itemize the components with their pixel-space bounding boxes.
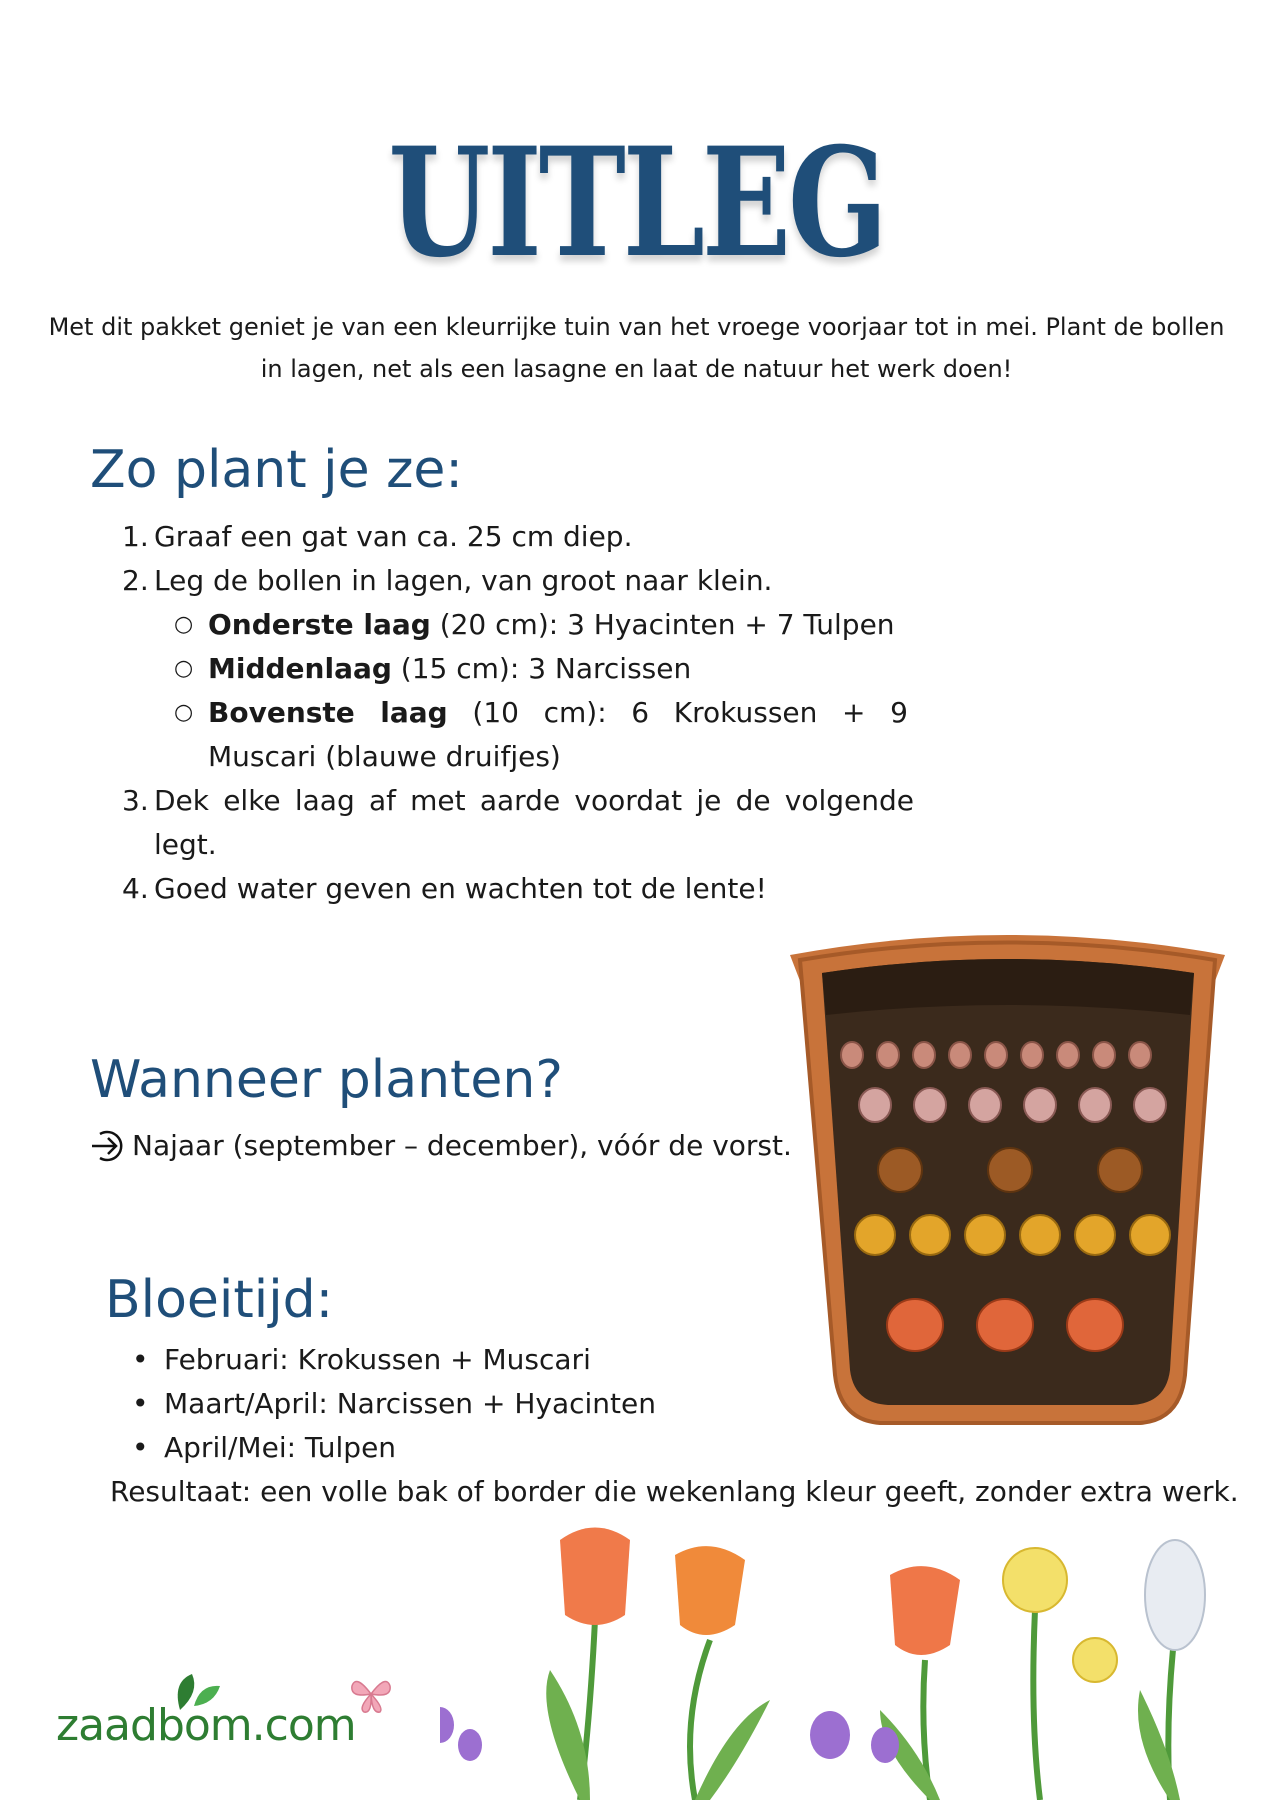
layer-middle xyxy=(122,647,912,691)
heading-when: Wanneer planten? xyxy=(90,1050,563,1110)
step-number: 1. xyxy=(122,520,149,553)
heading-plant: Zo plant je ze: xyxy=(90,440,463,500)
crocus-icon xyxy=(440,1707,899,1763)
planting-steps xyxy=(122,515,912,911)
bloom-list xyxy=(128,1338,656,1470)
step-text: Leg de bollen in lagen, van groot naar klein. xyxy=(154,564,773,597)
layer-name: Bovenste laag xyxy=(208,696,448,729)
page-title: UITLEG xyxy=(388,115,885,291)
step-text: Dek elke laag af met aarde voordat je de volgende legt. xyxy=(154,784,914,861)
intro-line-1: Met dit pakket geniet je van een kleurrijke tuin van het vroege voorjaar tot in mei. Plant de bollen xyxy=(48,313,1225,341)
circle-bullet-icon: ○ xyxy=(174,700,194,725)
layer-top xyxy=(122,691,908,779)
crocus-bulb-row xyxy=(841,1042,1151,1068)
flowers-illustration xyxy=(440,1520,1230,1800)
step-2 xyxy=(122,559,912,603)
result-text: Resultaat: een volle bak of border die wekenlang kleur geeft, zonder extra werk. xyxy=(110,1475,1239,1508)
bullet-icon: • xyxy=(132,1387,149,1420)
step-number: 4. xyxy=(122,872,149,905)
step-number: 3. xyxy=(122,784,149,817)
bullet-icon: • xyxy=(132,1431,149,1464)
list-item-text: Februari: Krokussen + Muscari xyxy=(164,1343,591,1376)
step-1 xyxy=(122,515,912,559)
list-item xyxy=(128,1382,656,1426)
layer-detail: (20 cm): 3 Hyacinten + 7 Tulpen xyxy=(430,608,895,641)
when-text: Najaar (september – december), vóór de vorst. xyxy=(132,1129,792,1162)
layer-name: Onderste laag xyxy=(208,608,431,641)
layer-detail: (15 cm): 3 Narcissen xyxy=(391,652,692,685)
bullet-icon: • xyxy=(132,1343,149,1376)
step-number: 2. xyxy=(122,564,149,597)
hyacinth-icon xyxy=(1145,1540,1205,1650)
step-3 xyxy=(122,779,914,867)
intro-text xyxy=(40,306,1233,390)
list-item xyxy=(128,1426,656,1470)
list-item-text: Maart/April: Narcissen + Hyacinten xyxy=(164,1387,656,1420)
list-item xyxy=(128,1338,656,1382)
layer-bottom xyxy=(122,603,912,647)
layer-name: Middenlaag xyxy=(208,652,392,685)
step-4 xyxy=(122,867,912,911)
circle-bullet-icon: ○ xyxy=(174,656,194,681)
flower-pot-illustration xyxy=(780,915,1235,1435)
circle-bullet-icon: ○ xyxy=(174,612,194,637)
step-text: Goed water geven en wachten tot de lente! xyxy=(154,872,767,905)
list-item-text: April/Mei: Tulpen xyxy=(164,1431,397,1464)
heading-bloom: Bloeitijd: xyxy=(105,1270,334,1330)
layer-detail: (10 cm): 6 Krokussen + 9 Muscari (blauwe druifjes) xyxy=(208,696,908,773)
intro-line-2: in lagen, net als een lasagne en laat de natuur het werk doen! xyxy=(260,355,1013,383)
leaf-icon xyxy=(172,1672,222,1712)
when-row xyxy=(88,1124,792,1168)
arrow-right-circle-icon xyxy=(88,1126,128,1166)
daffodil-icon xyxy=(1003,1548,1117,1682)
tulip-icon xyxy=(560,1528,960,1656)
tulip-bulb-row xyxy=(887,1299,1123,1351)
step-text: Graaf een gat van ca. 25 cm diep. xyxy=(154,520,633,553)
logo-text: zaadbom.com xyxy=(56,1700,356,1751)
